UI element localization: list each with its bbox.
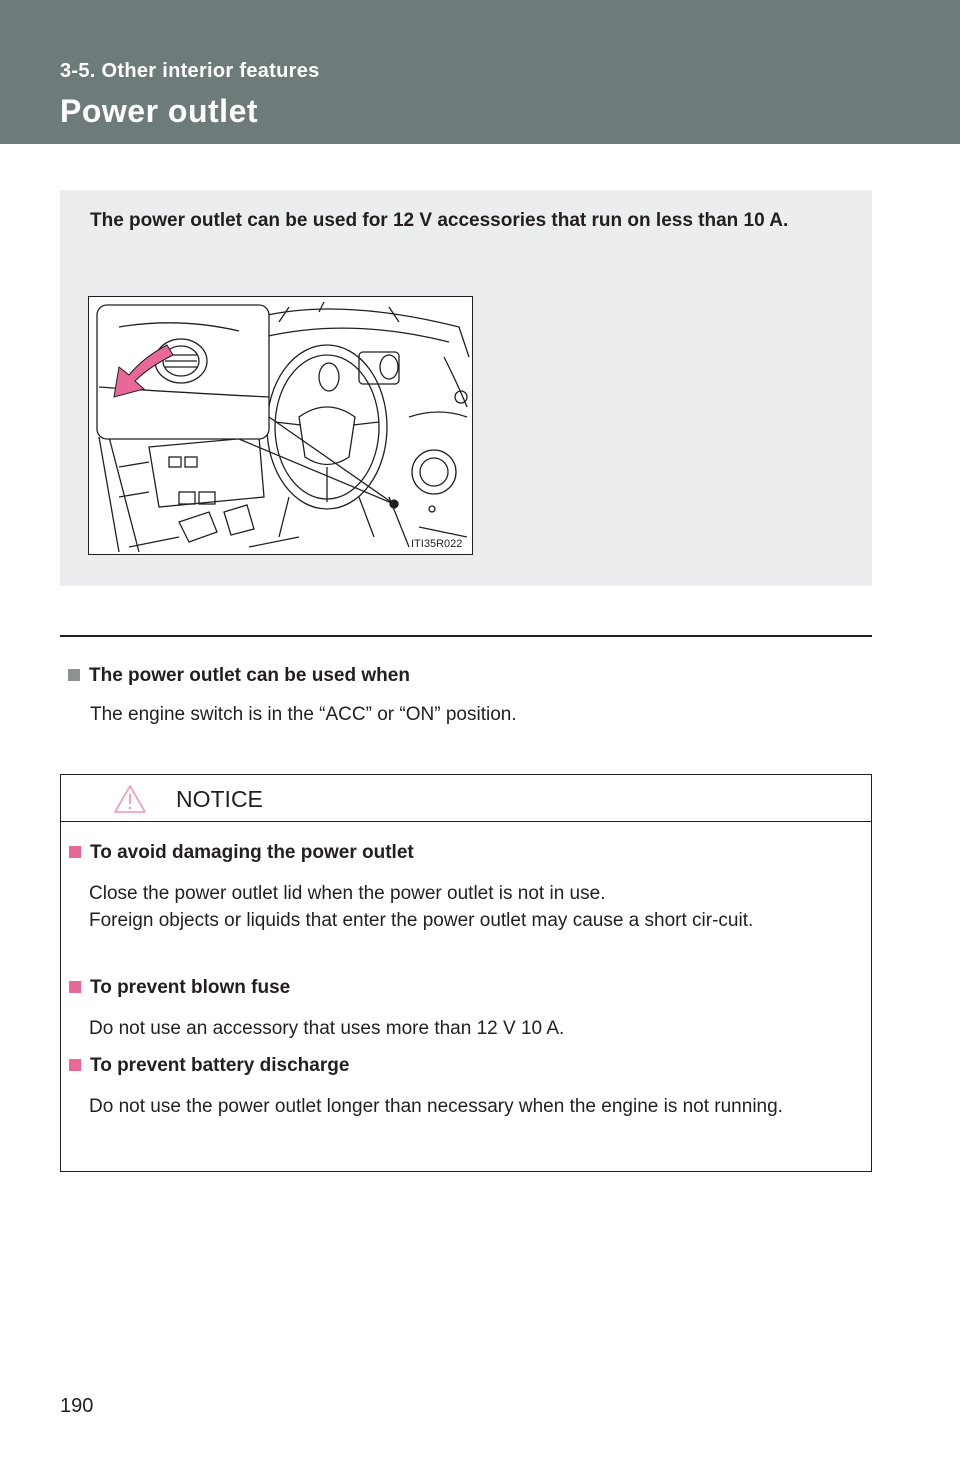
notice-item-heading: To prevent battery discharge: [69, 1055, 349, 1077]
section-label: 3-5. Other interior features: [60, 60, 320, 82]
figure-code: ITI35R022: [411, 538, 463, 550]
notice-header: [61, 775, 871, 822]
bullet-square-icon: [69, 846, 81, 858]
page-header: [0, 0, 960, 144]
bullet-square-icon: [69, 981, 81, 993]
intro-text: The power outlet can be used for 12 V accessories that run on less than 10 A.: [90, 210, 789, 231]
notice-item-heading: To prevent blown fuse: [69, 977, 290, 999]
note-body: The engine switch is in the “ACC” or “ON” position.: [90, 704, 517, 725]
notice-item-body: Do not use the power outlet longer than necessary when the engine is not running.: [89, 1096, 783, 1117]
notice-title: NOTICE: [176, 786, 263, 812]
notice-item-heading: To avoid damaging the power outlet: [69, 842, 414, 864]
warning-triangle-icon: [113, 784, 147, 814]
notice-item-body: Close the power outlet lid when the power outlet is not in use. Foreign objects or liquids that enter the power outlet may cause a short cir-cuit.: [89, 883, 754, 931]
page-number: 190: [60, 1395, 94, 1417]
note-heading: [68, 665, 410, 687]
notice-item-body: Do not use an accessory that uses more than 12 V 10 A.: [89, 1018, 565, 1039]
bullet-square-icon: [69, 1059, 81, 1071]
note-heading-text: The power outlet can be used when: [89, 665, 410, 686]
power-outlet-illustration: [88, 296, 473, 555]
bullet-square-icon: [68, 669, 80, 681]
page-title: Power outlet: [60, 93, 259, 129]
section-divider: [60, 635, 872, 637]
notice-box: [60, 774, 872, 1172]
